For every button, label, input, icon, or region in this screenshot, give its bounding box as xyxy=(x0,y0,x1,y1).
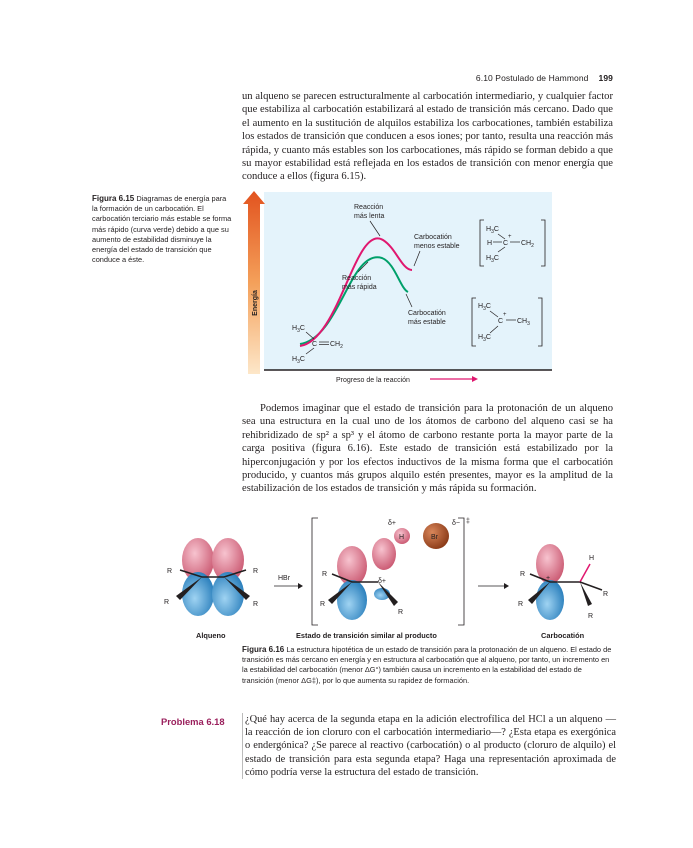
svg-text:R: R xyxy=(322,571,328,578)
svg-text:R: R xyxy=(603,591,609,598)
svg-text:CH3: $CH_3$ xyxy=(517,318,530,327)
svg-text:R: R xyxy=(164,599,170,606)
energy-axis-arrow xyxy=(243,191,265,374)
svg-text:C: C xyxy=(498,318,504,325)
running-header xyxy=(476,73,613,83)
svg-text:R: R xyxy=(520,571,526,578)
header-section: 6.10 Postulado de Hammond xyxy=(475,73,589,83)
x-axis-label: Progreso de la reacción xyxy=(336,377,410,384)
less-stable-label-2: menos estable xyxy=(414,243,460,250)
alkene-orbitals xyxy=(164,538,258,616)
svg-text:+: + xyxy=(546,575,551,582)
figure-6-16-caption-text: La estructura hipotética de un estado de transición para la protonación de un alqueno. El estado de transición es más cercano en energía y en estructura al carbocatión que al alqueno, por tanto, un incremento en la estabilidad del carbocatión (menor ΔG°) también causa un incremento en la estabilidad del estado de transición (menor ΔG‡), por lo que aumenta su rapidez de formación. xyxy=(242,645,612,685)
svg-text:H3C: $H_3C$ xyxy=(486,226,499,235)
svg-text:H: H xyxy=(487,240,493,247)
svg-text:H3C: $H_3C$ xyxy=(486,255,499,264)
more-stable-label-2: más estable xyxy=(408,319,446,326)
svg-text:R: R xyxy=(398,609,404,616)
svg-text:H3C: $H_3C$ xyxy=(292,356,305,365)
svg-text:+: + xyxy=(508,234,512,240)
fast-reaction-label-2: más rápida xyxy=(342,284,377,291)
transition-state-structure xyxy=(312,518,470,625)
more-stable-label-1: Carbocatión xyxy=(408,310,446,317)
svg-text:H3C: $H_3C$ xyxy=(478,334,491,343)
fast-reaction-label-1: Reacción xyxy=(342,275,372,282)
problem-label: Problema 6.18 xyxy=(161,716,225,727)
svg-text:δ+: δ+ xyxy=(388,520,396,527)
slow-reaction-label-1: Reacción xyxy=(354,204,384,211)
svg-text:H: H xyxy=(589,555,595,562)
figure-6-15-caption-text: Diagramas de energía para la formación de un carbocatión. El carbocatión terciario más estable se forma más rápido (curva verde) debido a que su aumento de estabilidad disminuye la energía del estado de transición que conduce a éste. xyxy=(92,194,232,265)
body-paragraph: Podemos imaginar que el estado de transición para la protonación de un alqueno sea una estructura en la cual uno de los átomos de carbono del alqueno casi se ha rehibridizado de sp² a sp³ y el átomo de carbono restante porta la mayor parte de la carga positiva (figura 6.16). Este estado de transición está estabilizado por la hiperconjugación y por los efectos inductivos de la misma forma que el carbocatión producido, y cuantos más grupos alquilo estén presentes, mayor es la amplitud de la estabilización de los estados de transición y más rápida su formación. xyxy=(242,403,613,495)
carbocation-structure xyxy=(518,544,608,620)
svg-text:Br: Br xyxy=(431,534,438,541)
energy-diagram xyxy=(240,188,556,388)
less-stable-label-1: Carbocatión xyxy=(414,234,452,241)
problem-text: ¿Qué hay acerca de la segunda etapa en la adición electrofílica del HCl a un alqueno —la reacción de ion cloruro con el carbocatión intermediario—? ¿Esta etapa es exergónica o endergónica? ¿Se parece al reactivo (carbocatión) o al producto (cloruro de alquilo) el estado de transición para esta segunda etapa? Haga una representación aproximada de cómo podría verse la estructura del estado de transición. xyxy=(242,713,616,779)
figure-6-16-caption xyxy=(242,645,612,686)
svg-text:H: H xyxy=(399,534,405,541)
alkene-label: Alqueno xyxy=(196,631,226,640)
svg-text:+: + xyxy=(503,312,507,318)
carbocation-label: Carbocatión xyxy=(541,631,585,640)
svg-text:‡: ‡ xyxy=(466,518,470,525)
transition-state-label: Estado de transición similar al producto xyxy=(296,631,437,640)
energy-axis-label: Energía xyxy=(252,290,259,316)
intro-paragraph: un alqueno se parecen estructuralmente al carbocatión intermediario, y cualquier factor que estabiliza al carbocatión estabilizará al estado de transición más cercano. Dado que el aumento en la sustitución de alquilos estabiliza los carbocationes, también estabiliza los estados de transición que conducen a esos iones; por tanto, resulta una reacción más rápida, y cuanto más estables son los carbocationes, más rápido se forman debido a que su mayor estabilidad está reflejada en los estados de transición con menor energía que conduce a ellos (figura 6.15). xyxy=(242,91,613,183)
svg-text:R: R xyxy=(518,601,524,608)
slow-reaction-label-2: más lenta xyxy=(354,213,385,220)
svg-text:C: C xyxy=(503,240,509,247)
reagent-label: HBr xyxy=(278,575,291,582)
svg-text:R: R xyxy=(320,601,326,608)
svg-text:CH2: $CH_2$ xyxy=(330,341,343,350)
svg-text:R: R xyxy=(253,568,259,575)
figure-6-16-illustration xyxy=(140,510,620,628)
figure-6-15-label: Figura 6.15 xyxy=(92,194,135,203)
figure-6-15-caption xyxy=(92,194,232,265)
svg-text:δ−: δ− xyxy=(452,520,460,527)
svg-text:δ+: δ+ xyxy=(378,578,386,585)
svg-text:H3C: $H_3C$ xyxy=(478,303,491,312)
page-number: 199 xyxy=(598,73,613,83)
figure-6-16-label: Figura 6.16 xyxy=(242,645,285,654)
svg-text:CH2: $CH_2$ xyxy=(521,240,534,249)
svg-text:H3C: $H_3C$ xyxy=(292,325,305,334)
svg-text:R: R xyxy=(253,601,259,608)
svg-text:R: R xyxy=(167,568,173,575)
svg-text:C: C xyxy=(312,341,318,348)
svg-text:R: R xyxy=(588,613,594,620)
